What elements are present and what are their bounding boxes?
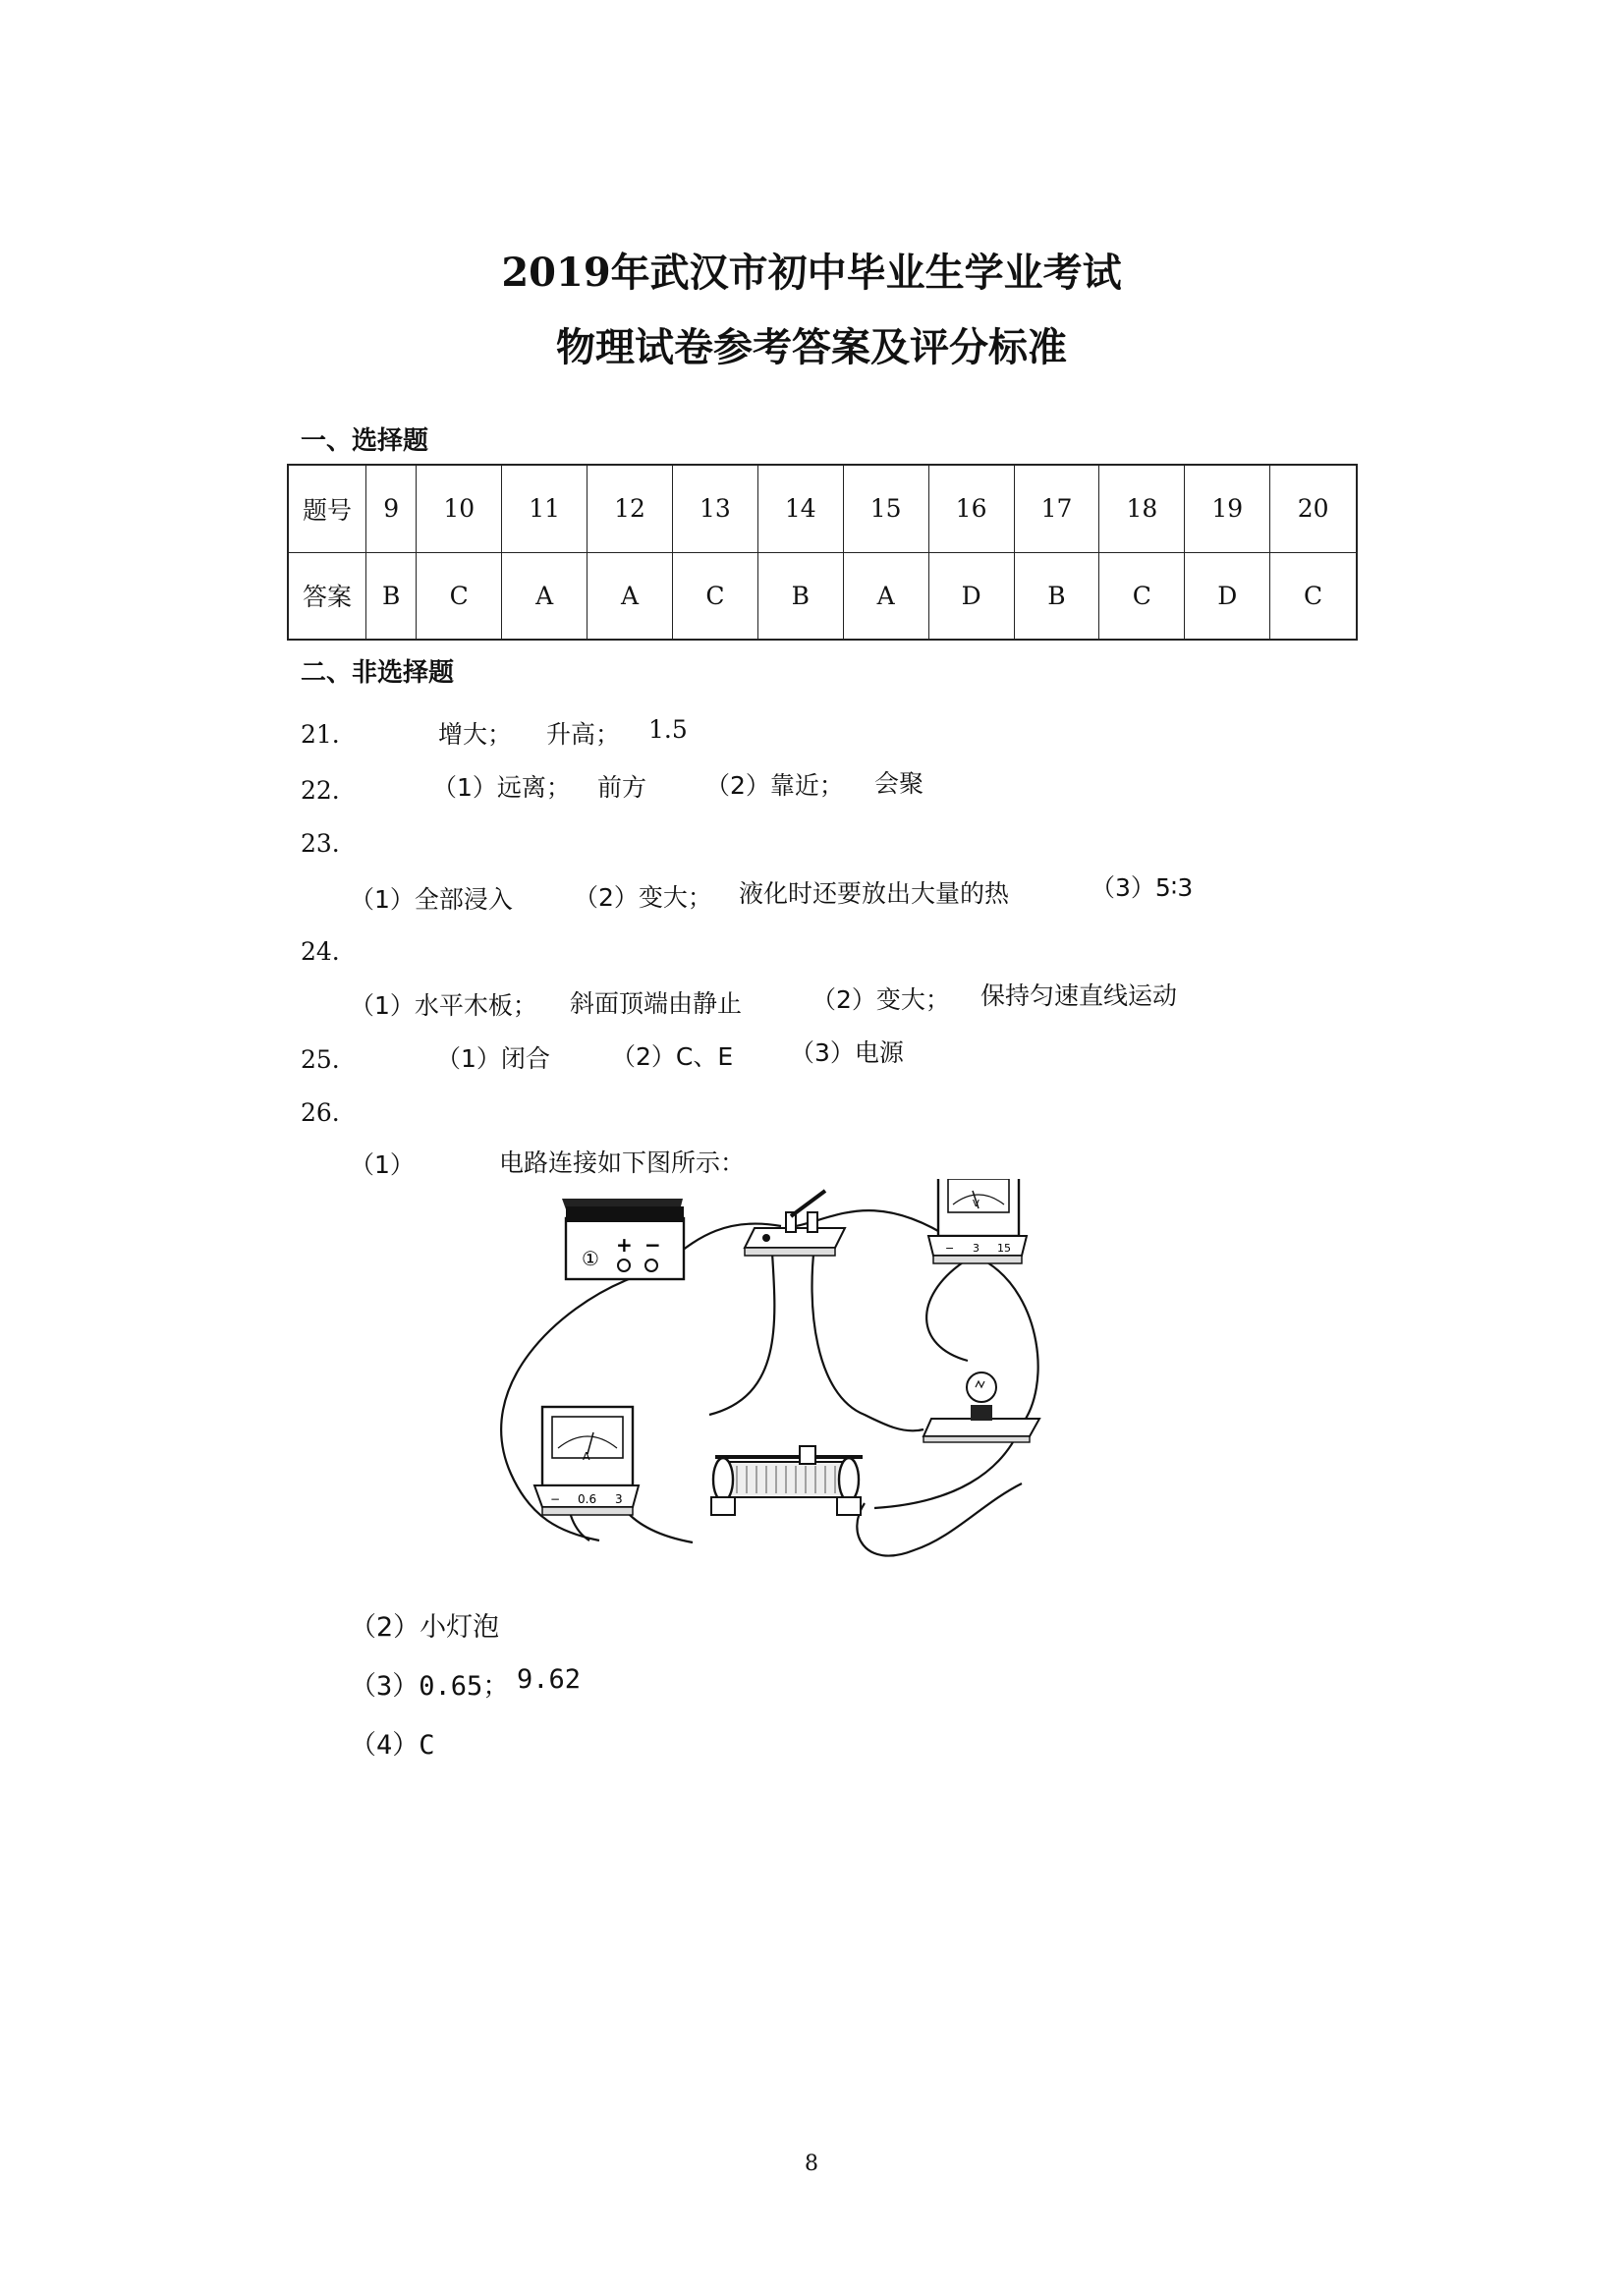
table-cell: 14 bbox=[757, 465, 843, 552]
answer-24-a: （1）水平木板； bbox=[350, 991, 537, 1020]
table-header-label: 题号 bbox=[288, 465, 366, 552]
table-cell: A bbox=[588, 552, 673, 640]
ammeter-terminal-neg: − bbox=[550, 1492, 561, 1506]
table-cell: 19 bbox=[1185, 465, 1270, 552]
question-number-22: 22. bbox=[301, 776, 340, 805]
question-number-24: 24. bbox=[301, 937, 340, 966]
page-subtitle: 物理试卷参考答案及评分标准 bbox=[556, 324, 1067, 370]
table-cell: A bbox=[502, 552, 588, 640]
answer-26-part1-text: 电路连接如下图所示： bbox=[499, 1148, 746, 1177]
table-cell: 12 bbox=[588, 465, 673, 552]
answer-23-d: （3）5∶3 bbox=[1091, 873, 1194, 902]
table-cell: B bbox=[757, 552, 843, 640]
answer-23-b: （2）变大； bbox=[574, 883, 712, 912]
voltmeter-label: V bbox=[973, 1199, 979, 1209]
table-row-numbers bbox=[288, 465, 1357, 552]
answer-25-c: （3）电源 bbox=[790, 1038, 904, 1067]
table-cell: 13 bbox=[672, 465, 757, 552]
table-cell: B bbox=[1014, 552, 1099, 640]
answer-21-a: 增大； bbox=[438, 720, 513, 749]
answer-24-b: 斜面顶端由静止 bbox=[570, 989, 743, 1018]
table-cell: 15 bbox=[843, 465, 928, 552]
answer-22-d: 会聚 bbox=[874, 769, 924, 798]
table-cell: 10 bbox=[417, 465, 502, 552]
answer-26-part2: （2）小灯泡 bbox=[350, 1612, 500, 1643]
power-supply-icon bbox=[562, 1199, 684, 1279]
voltmeter-terminal-3: 3 bbox=[973, 1242, 979, 1255]
table-cell: D bbox=[1185, 552, 1270, 640]
lamp-icon bbox=[923, 1372, 1039, 1442]
voltmeter-icon bbox=[928, 1179, 1027, 1263]
answer-23-a: （1）全部浸入 bbox=[350, 885, 513, 914]
answer-24-c: （2）变大； bbox=[812, 985, 950, 1014]
table-row-answers bbox=[288, 552, 1357, 640]
table-cell: C bbox=[672, 552, 757, 640]
answer-26-part4: （4）C bbox=[350, 1730, 435, 1761]
table-cell: C bbox=[1099, 552, 1185, 640]
circuit-diagram bbox=[491, 1179, 1081, 1572]
power-minus-symbol: − bbox=[644, 1233, 661, 1257]
ammeter-terminal-3: 3 bbox=[615, 1492, 623, 1506]
table-cell: 18 bbox=[1099, 465, 1185, 552]
table-cell: 20 bbox=[1270, 465, 1357, 552]
table-cell: A bbox=[843, 552, 928, 640]
answer-25-a: （1）闭合 bbox=[436, 1044, 550, 1073]
question-number-26: 26. bbox=[301, 1098, 340, 1127]
table-cell: C bbox=[1270, 552, 1357, 640]
rheostat-icon bbox=[711, 1446, 863, 1515]
answer-25-b: （2）C、E bbox=[611, 1042, 734, 1071]
table-cell: 17 bbox=[1014, 465, 1099, 552]
table-cell: B bbox=[366, 552, 417, 640]
page-title: 2019年武汉市初中毕业生学业考试 bbox=[501, 250, 1122, 296]
table-cell: D bbox=[928, 552, 1014, 640]
question-number-25: 25. bbox=[301, 1045, 340, 1074]
section-heading-choice: 一、选择题 bbox=[301, 426, 429, 456]
table-cell: 16 bbox=[928, 465, 1014, 552]
answer-22-c: （2）靠近； bbox=[705, 771, 844, 800]
answer-26-part3-a: （3）0.65； bbox=[350, 1671, 510, 1702]
question-number-21: 21. bbox=[301, 720, 340, 749]
question-number-23: 23. bbox=[301, 829, 340, 858]
answer-24-d: 保持匀速直线运动 bbox=[980, 981, 1178, 1010]
answer-21-b: 升高； bbox=[546, 720, 621, 749]
ammeter-label: A bbox=[583, 1450, 590, 1463]
table-cell: C bbox=[417, 552, 502, 640]
ammeter-terminal-06: 0.6 bbox=[578, 1492, 597, 1506]
answer-22-a: （1）远离； bbox=[432, 773, 571, 802]
answer-21-c: 1.5 bbox=[648, 715, 688, 744]
table-cell: 11 bbox=[502, 465, 588, 552]
answer-26-part3-b: 9.62 bbox=[517, 1664, 582, 1695]
ammeter-icon bbox=[534, 1407, 639, 1515]
answer-23-c: 液化时还要放出大量的热 bbox=[739, 879, 1010, 908]
power-plus-symbol: + bbox=[616, 1233, 633, 1257]
table-cell: 9 bbox=[366, 465, 417, 552]
voltmeter-terminal-neg: − bbox=[945, 1242, 955, 1255]
power-switch-symbol: ① bbox=[582, 1247, 599, 1270]
answer-26-part1-label: （1） bbox=[350, 1150, 415, 1179]
page-number: 8 bbox=[805, 2152, 818, 2176]
answer-table bbox=[287, 464, 1358, 641]
section-heading-nonchoice: 二、非选择题 bbox=[301, 658, 455, 688]
answer-22-b: 前方 bbox=[597, 773, 647, 802]
table-answer-label: 答案 bbox=[288, 552, 366, 640]
voltmeter-terminal-15: 15 bbox=[997, 1242, 1011, 1255]
